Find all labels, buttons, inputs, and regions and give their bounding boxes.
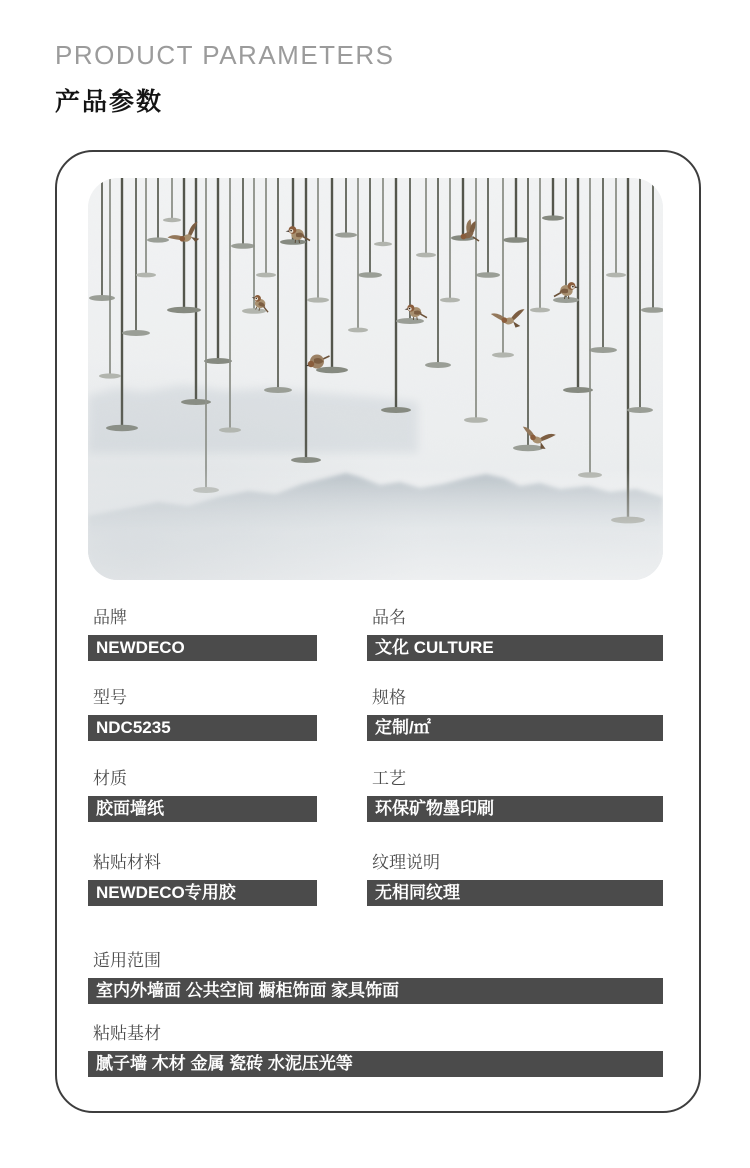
param-value-bar: 胶面墙纸 [88,796,317,822]
page-title-zh: 产品参数 [55,88,164,116]
param-row [88,769,663,822]
param-value-bar: 定制/㎡ [367,715,663,741]
param-product-name [367,608,663,661]
param-label: 适用范围 [93,951,161,970]
param-label: 品牌 [93,608,127,627]
param-applicable-range [88,951,663,1004]
param-row [88,951,663,1004]
param-label: 工艺 [372,769,406,788]
param-row [88,688,663,741]
param-value-bar: NDC5235 [88,715,317,741]
param-value-bar: 文化 CULTURE [367,635,663,661]
param-brand [88,608,317,661]
param-spec [367,688,663,741]
param-row [88,1024,663,1077]
param-craft [367,769,663,822]
param-label: 纹理说明 [372,853,440,872]
parameters-card [55,150,701,1113]
param-texture-note [367,853,663,906]
page-header [55,40,395,118]
param-row [88,853,663,906]
param-label: 粘贴基材 [93,1024,161,1043]
param-model [88,688,317,741]
param-value-bar: 室内外墙面 公共空间 橱柜饰面 家具饰面 [88,978,663,1004]
param-label: 粘贴材料 [93,853,161,872]
param-material [88,769,317,822]
param-adhesive-material [88,853,317,906]
param-label: 型号 [93,688,127,707]
param-label: 规格 [372,688,406,707]
param-value-bar: 环保矿物墨印刷 [367,796,663,822]
param-value-bar: 无相同纹理 [367,880,663,906]
parameters-list [88,608,663,1077]
page-title-en: PRODUCT PARAMETERS [55,40,395,70]
param-value-bar: NEWDECO专用胶 [88,880,317,906]
param-value-bar: 腻子墙 木材 金属 瓷砖 水泥压光等 [88,1051,663,1077]
param-row [88,608,663,661]
wallpaper-preview-image [88,178,663,580]
param-substrate [88,1024,663,1077]
param-label: 品名 [372,608,406,627]
param-label: 材质 [93,769,127,788]
param-value-bar: NEWDECO [88,635,317,661]
